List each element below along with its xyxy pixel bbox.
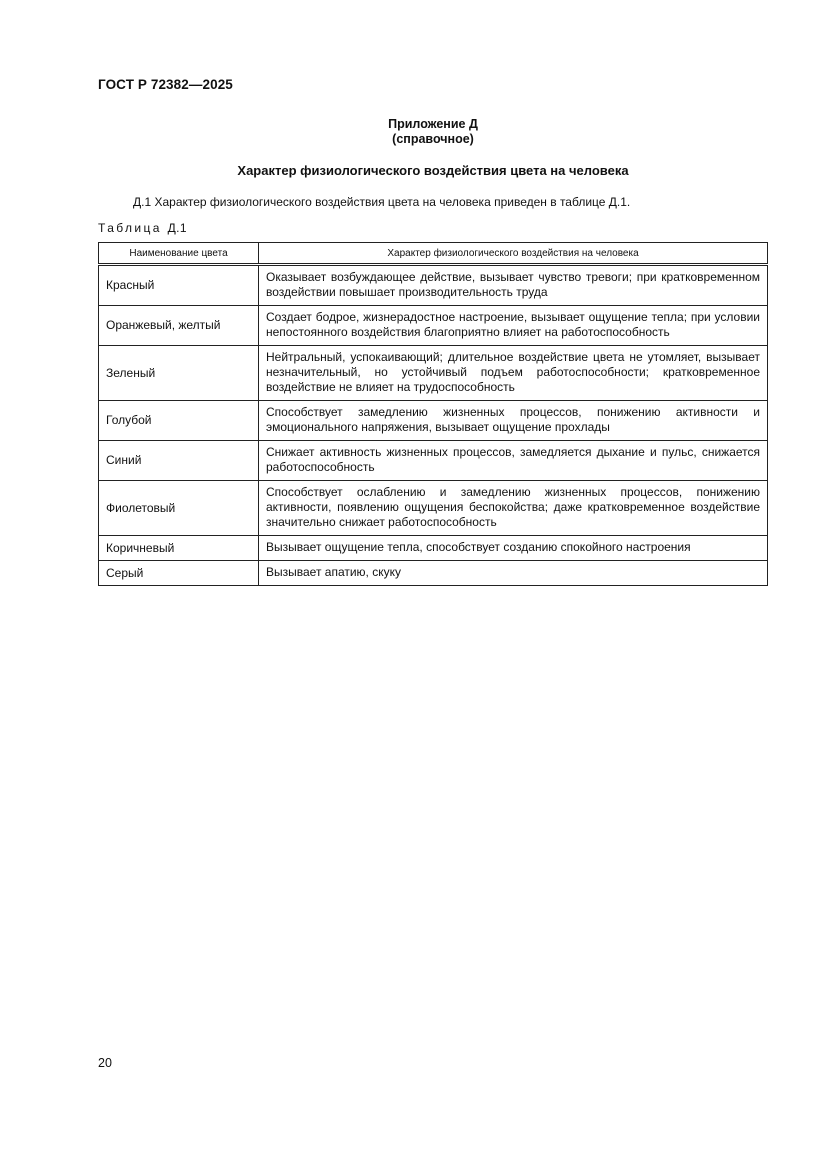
page-number: 20: [98, 1056, 112, 1070]
effect-cell: Вызывает ощущение тепла, способствует созданию спокойного настроения: [259, 536, 768, 561]
table-caption-label: Таблица: [98, 221, 162, 235]
intro-paragraph: Д.1 Характер физиологического воздействия цвета на человека приведен в таблице Д.1.: [133, 195, 631, 209]
color-name-cell: Серый: [99, 561, 259, 586]
appendix-subtitle: (справочное): [392, 131, 474, 146]
appendix-heading: [98, 117, 768, 146]
effect-cell: Способствует ослаблению и замедлению жизненных процессов, понижению активности, появлению ощущения беспокойства; даже кратковременное воздействие значительно снижает работоспособность: [259, 481, 768, 536]
effect-cell: Снижает активность жизненных процессов, замедляется дыхание и пульс, снижается работоспособность: [259, 441, 768, 481]
color-name-cell: Голубой: [99, 401, 259, 441]
table-row: [99, 481, 768, 536]
table-caption-number: Д.1: [167, 221, 187, 235]
table-caption: [98, 221, 187, 235]
table-row: [99, 401, 768, 441]
document-header: ГОСТ Р 72382—2025: [98, 77, 233, 92]
appendix-title: Приложение Д: [388, 117, 478, 131]
table-row: [99, 265, 768, 306]
effect-cell: Вызывает апатию, скуку: [259, 561, 768, 586]
effect-cell: Нейтральный, успокаивающий; длительное воздействие цвета не утомляет, вызывает незначительный, но устойчивый подъем работоспособности; кратковременное воздействие не влияет на трудоспособность: [259, 346, 768, 401]
table-row: [99, 536, 768, 561]
color-name-cell: Оранжевый, желтый: [99, 306, 259, 346]
color-name-cell: Зеленый: [99, 346, 259, 401]
table-row: [99, 346, 768, 401]
color-name-cell: Синий: [99, 441, 259, 481]
table-row: [99, 441, 768, 481]
color-name-cell: Фиолетовый: [99, 481, 259, 536]
effect-cell: Создает бодрое, жизнерадостное настроение, вызывает ощущение тепла; при условии непостоянного воздействия благоприятно влияет на работоспособность: [259, 306, 768, 346]
color-name-cell: Коричневый: [99, 536, 259, 561]
color-name-cell: Красный: [99, 265, 259, 306]
section-title: Характер физиологического воздействия цвета на человека: [237, 163, 629, 178]
table-header-row: [99, 243, 768, 265]
table-row: [99, 561, 768, 586]
header-effect: Характер физиологического воздействия на человека: [259, 243, 768, 265]
header-color-name: Наименование цвета: [99, 243, 259, 265]
table-row: [99, 306, 768, 346]
effect-cell: Способствует замедлению жизненных процессов, понижению активности и эмоционального напряжения, вызывает ощущение прохлады: [259, 401, 768, 441]
color-effects-table: [98, 242, 768, 586]
effect-cell: Оказывает возбуждающее действие, вызывает чувство тревоги; при кратковременном воздействии повышает производительность труда: [259, 265, 768, 306]
